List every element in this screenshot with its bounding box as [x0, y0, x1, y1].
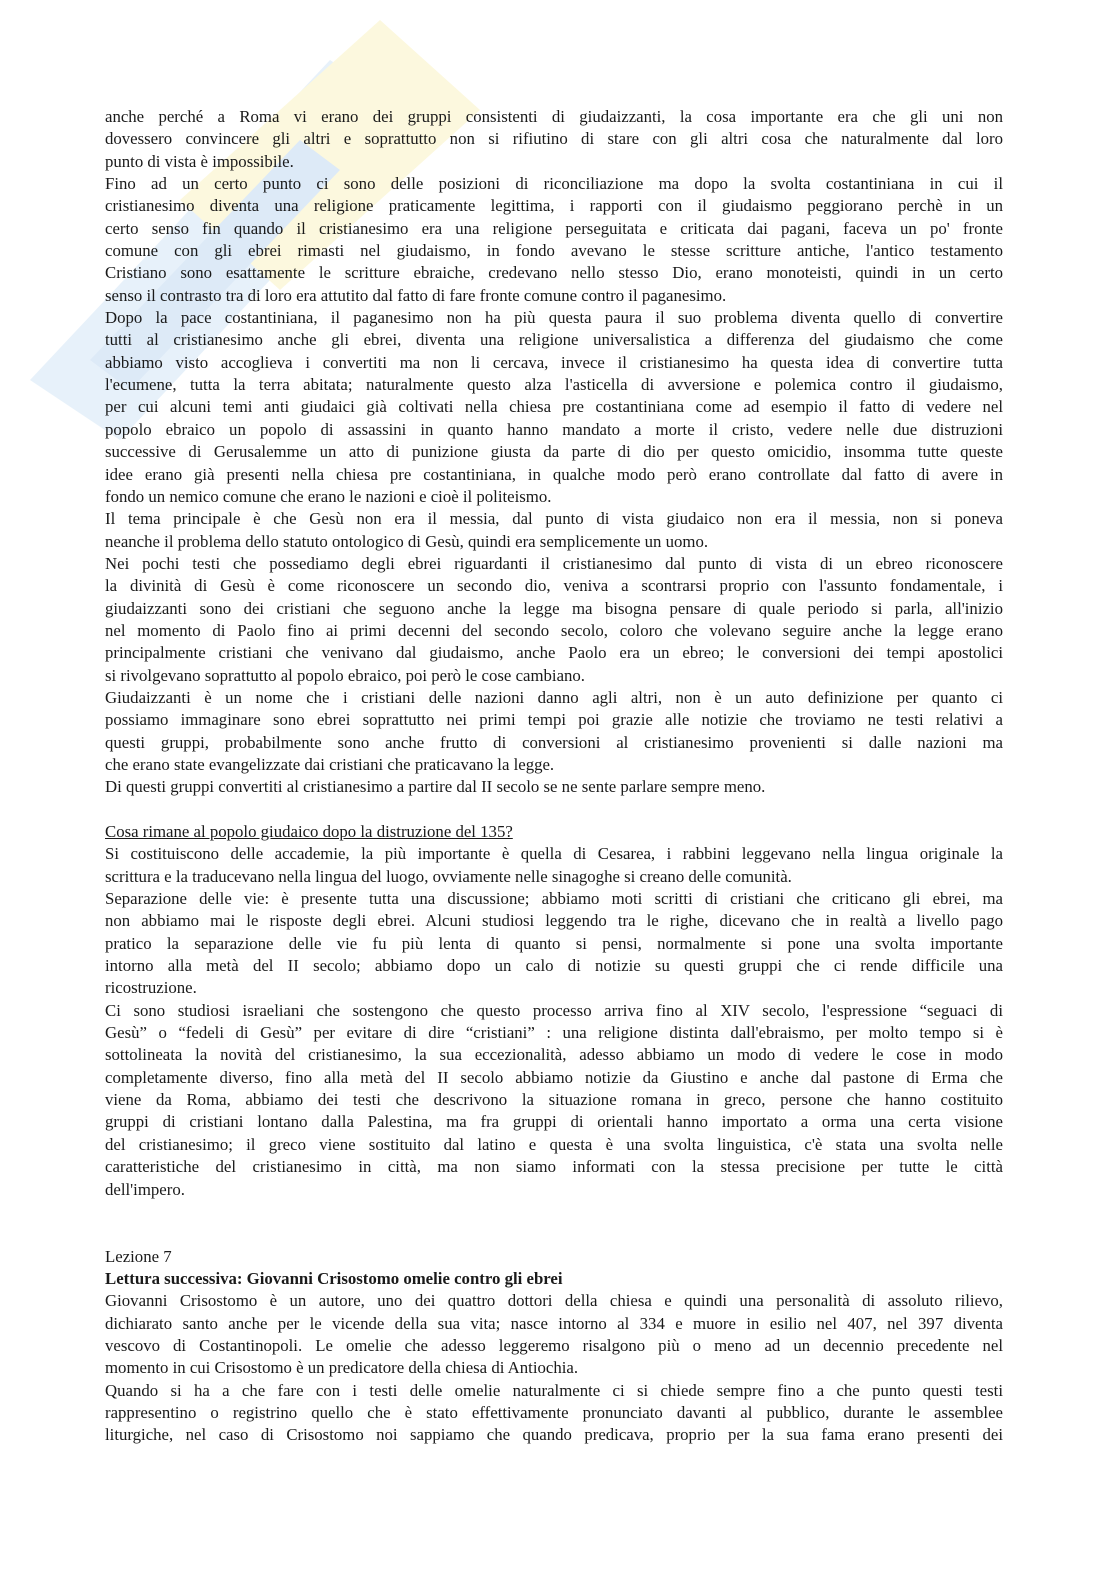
reading-title [105, 1268, 1003, 1290]
blank-line [105, 1201, 1003, 1223]
text-line: pratico la separazione delle vie fu più lenta di quanto si pensi, normalmente si pone una svolta importante [105, 933, 1003, 953]
text-line: Separazione delle vie: è presente tutta una discussione; abbiamo moti scritti di cristiani che criticano gli ebrei, ma [105, 889, 1003, 909]
text-line: giudaizzanti sono dei cristiani che seguono anche la legge ma bisogna pensare di quale periodo si parla, all'inizio [105, 598, 1003, 618]
paragraph [105, 776, 1003, 798]
text-line: ricostruzione. [105, 978, 197, 998]
text-line: questi gruppi, probabilmente sono anche frutto di conversioni al cristianesimo provenienti si dalle nazioni ma [105, 732, 1003, 752]
blank-line [105, 1223, 1003, 1245]
text-line: neanche il problema dello statuto ontologico di Gesù, quindi era semplicemente un uomo. [105, 531, 709, 551]
text-line: abbiamo visto accoglieva i convertiti ma non li cercava, invece il cristianesimo ha questa idea di convertire tutta [105, 352, 1003, 372]
text-line: vescovo di Costantinopoli. Le omelie che adesso leggeremo risalgono più o meno ad un decennio precedente nel [105, 1335, 1003, 1355]
text-line: Si costituiscono delle accademie, la più importante è quella di Cesarea, i rabbini leggevano nella lingua originale la [105, 844, 1003, 864]
paragraph [105, 173, 1003, 307]
blank-line [105, 799, 1003, 821]
section-heading [105, 821, 1003, 843]
blank-line [105, 1223, 1003, 1245]
text-line: popolo ebraico un popolo di assassini in quanto hanno mandato a morte il cristo, vedere nelle due distruzioni [105, 419, 1003, 439]
text-line: non abbiamo mai le risposte degli ebrei. Alcuni studiosi leggendo tra le righe, dicevano che in realtà a livello pago [105, 911, 1003, 931]
paragraph [105, 687, 1003, 776]
text-line: principalmente cristiani che venivano dal giudaismo, anche Paolo era un ebreo; le conversioni dei tempi apostolici [105, 643, 1003, 663]
paragraph [105, 553, 1003, 687]
text-line: caratteristiche del cristianesimo in città, ma non siamo informati con la stessa precisione per tutte le città [105, 1157, 1003, 1177]
text-line: Fino ad un certo punto ci sono delle posizioni di riconciliazione ma dopo la svolta costantiniana in cui il [105, 174, 1003, 194]
text-line: comune con gli ebrei rimasti nel giudaismo, in fondo avevano le stesse scritture antiche, l'antico testamento [105, 241, 1003, 261]
text-line: del cristianesimo; il greco viene sostituito dal latino e questa è una svolta linguistica, c'è stata una svolta nelle [105, 1134, 1003, 1154]
text-line: successive di Gerusalemme un atto di punizione giusta da parte di dio per questo omicidio, insomma tutte queste [105, 442, 1003, 462]
text-line: Nei pochi testi che possediamo degli ebrei riguardanti il cristianesimo dal punto di vista di un ebreo riconoscere [105, 553, 1003, 573]
text-line: senso il contrasto tra di loro era attutito dal fatto di fare fronte comune contro il paganesimo. [105, 285, 727, 305]
paragraph [105, 888, 1003, 1000]
text-line: idee erano già presenti nella chiesa pre costantiniana, in qualche modo però erano controllate dal fatto di avere in [105, 464, 1003, 484]
text-line: momento in cui Crisostomo è un predicatore della chiesa di Antiochia. [105, 1358, 579, 1378]
paragraph [105, 106, 1003, 173]
paragraph [105, 508, 1003, 553]
text-line: nel momento di Paolo fino ai primi decenni del secondo secolo, coloro che volevano seguire anche la legge erano [105, 620, 1003, 640]
text-line: Cristiano sono esattamente le scritture ebraiche, credevano nello stesso Dio, erano monoteisti, quindi in un certo [105, 263, 1003, 283]
document-page [105, 106, 1003, 1447]
lesson-label [105, 1246, 1003, 1268]
text-line: possiamo immaginare sono ebrei soprattutto nei primi tempi poi grazie alle notizie che troviamo ne testi relativi a [105, 710, 1003, 730]
text-line: dovessero convincere gli altri e soprattutto non si rifiutino di stare con gli altri cosa che naturalmente dal loro [105, 129, 1003, 149]
text-line: dichiarato santo anche per le vicende della sua vita; nasce intorno al 334 e muore in esilio nel 407, nel 397 diventa [105, 1313, 1003, 1333]
text-line: l'ecumene, tutta la terra abitata; naturalmente questo alza l'asticella di avversione e polemica contro il giudaismo, [105, 375, 1003, 395]
paragraph [105, 307, 1003, 508]
paragraph [105, 1000, 1003, 1201]
text-line: anche perché a Roma vi erano dei gruppi consistenti di giudaizzanti, la cosa importante era che gli uni non [105, 107, 1003, 126]
text-line: viene da Roma, abbiamo dei testi che descrivono la situazione romana in greco, persone che hanno costituito [105, 1090, 1003, 1110]
text-line: Gesù” o “fedeli di Gesù” per evitare di dire “cristiani” : una religione distinta dall'ebraismo, per molto tempo si è [105, 1023, 1003, 1043]
text-line: rappresentino o registrino quello che è stato effettivamente pronunciato davanti al pubblico, durante le assemblee [105, 1402, 1003, 1422]
text-line: intorno alla metà del II secolo; abbiamo dopo un calo di notizie su questi gruppi che ci rende difficile una [105, 956, 1003, 976]
paragraph [105, 1290, 1003, 1379]
text-line: completamente diverso, fino alla metà del II secolo abbiamo notizie da Giustino e anche dal pastone di Erma che [105, 1067, 1003, 1087]
text-line: Dopo la pace costantiniana, il paganesimo non ha più questa paura il suo problema diventa quello di convertire [105, 308, 1003, 328]
text-line: gruppi di cristiani lontano dalla Palestina, ma fra gruppi di orientali hanno importato a orma una certa visione [105, 1112, 1003, 1132]
text-line: la divinità di Gesù è come riconoscere un secondo dio, veniva a scontrarsi proprio con l'assunto fondamentale, i [105, 576, 1003, 596]
paragraph [105, 843, 1003, 888]
text-line: sottolineata la novità del cristianesimo, la sua eccezionalità, adesso abbiamo un modo di vedere le cose in modo [105, 1045, 1003, 1065]
text-line: tutti al cristianesimo anche gli ebrei, diventa una religione universalistica a differenza del giudaismo che come [105, 330, 1003, 350]
text-line: Cosa rimane al popolo giudaico dopo la distruzione del 135? [105, 822, 513, 841]
text-line: Ci sono studiosi israeliani che sostengono che questo processo arriva fino al XIV secolo, l'espressione “seguaci di [105, 1000, 1003, 1020]
text-line: Lezione 7 [105, 1246, 172, 1266]
text-line: punto di vista è impossibile. [105, 151, 294, 171]
blank-line [105, 1201, 1003, 1223]
text-line: che erano state evangelizzate dai cristiani che praticavano la legge. [105, 754, 555, 774]
text-line: liturgiche, nel caso di Crisostomo noi sappiamo che quando predicava, proprio per la sua fama erano presenti dei [105, 1425, 1003, 1445]
text-line: Il tema principale è che Gesù non era il messia, dal punto di vista giudaico non era il messia, non si poneva [105, 509, 1003, 529]
text-line: Lettura successiva: Giovanni Crisostomo omelie contro gli ebrei [105, 1268, 563, 1288]
text-line: certo senso fin quando il cristianesimo era una religione perseguitata e criticata dai pagani, faceva un po' fronte [105, 218, 1003, 238]
text-line: scrittura e la traducevano nella lingua del luogo, ovviamente nelle sinagoghe si creano delle comunità. [105, 866, 792, 886]
text-line: dell'impero. [105, 1179, 185, 1199]
text-line: cristianesimo diventa una religione praticamente legittima, i rapporti con il giudaismo peggiorano perchè in un [105, 196, 1003, 216]
text-line: Giovanni Crisostomo è un autore, uno dei quattro dottori della chiesa e quindi una personalità di assoluto rilievo, [105, 1291, 1003, 1311]
text-line: Quando si ha a che fare con i testi delle omelie naturalmente ci si chiede sempre fino a che punto questi testi [105, 1380, 1003, 1400]
text-line: si rivolgevano soprattutto al popolo ebraico, poi però le cose cambiano. [105, 665, 585, 685]
text-line: fondo un nemico comune che erano le nazioni e cioè il politeismo. [105, 486, 552, 506]
text-line: Di questi gruppi convertiti al cristianesimo a partire dal II secolo se ne sente parlare sempre meno. [105, 777, 766, 797]
text-line: per cui alcuni temi anti giudaici già coltivati nella chiesa pre costantiniana come ad esempio il fatto di vedere nel [105, 397, 1003, 417]
text-line: Giudaizzanti è un nome che i cristiani delle nazioni danno agli altri, non è un auto definizione per quanto ci [105, 687, 1003, 707]
blank-line [105, 799, 1003, 821]
paragraph [105, 1380, 1003, 1447]
